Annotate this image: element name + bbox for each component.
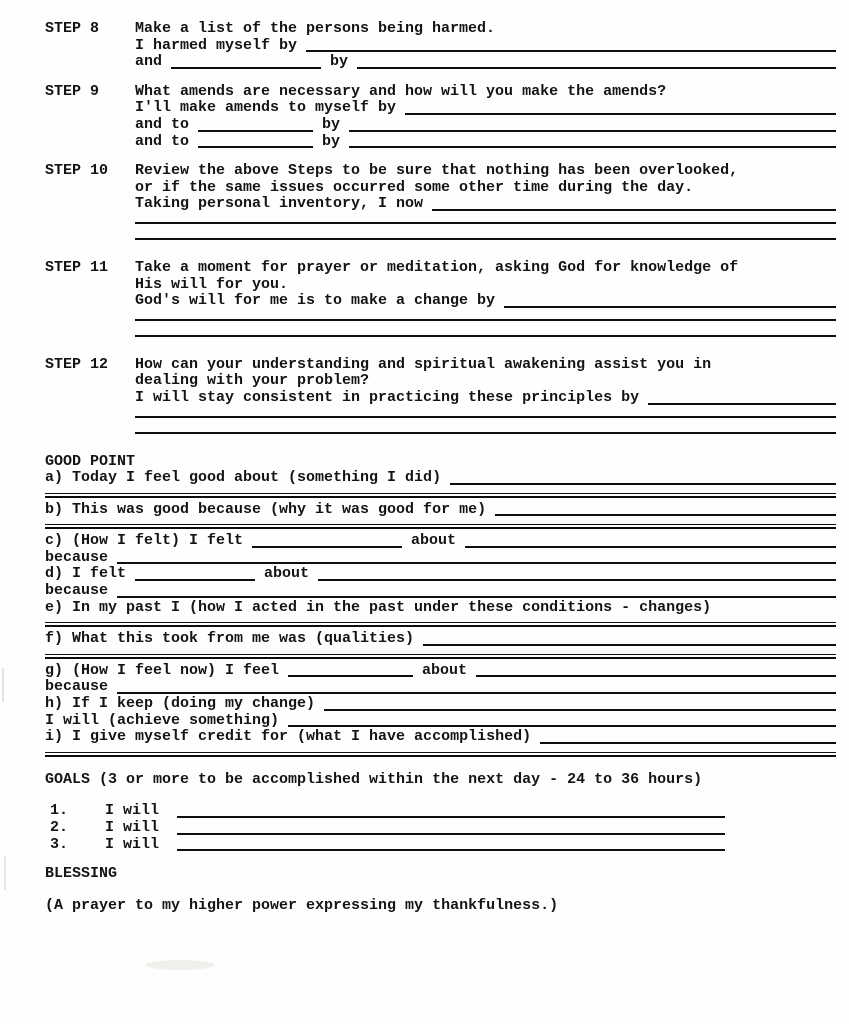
gp-a-blank[interactable] [450,481,836,485]
gp-a-label: a) Today I feel good about (something I did) [45,469,442,487]
step-9-andto-label-1: and to [135,115,190,133]
step9-andto-blank-2[interactable] [198,144,313,148]
step-8-label: STEP 8 [45,20,100,37]
goal-3-number: 3. [50,835,69,853]
gp-h-iwill-blank[interactable] [288,723,836,727]
step-9-andto-label-2: and to [135,132,190,150]
gp-c-because-label: because [45,548,109,566]
gp-d-label: d) I felt [45,565,127,583]
gp-h-blank[interactable] [324,707,836,711]
goal-1-number: 1. [50,802,69,820]
gp-b-blank[interactable] [495,512,836,516]
gp-c-because-blank[interactable] [117,560,836,564]
step-10-prompt-2: or if the same issues occurred some other time during the day. [135,178,694,196]
goal-1-label: I will [105,802,160,820]
goal-2-blank[interactable] [177,831,725,835]
step-8-fill-lead: I harmed myself by [135,36,298,54]
gp-d-about-label: about [264,565,310,583]
gp-g-because-label: because [45,678,109,696]
goal-3-blank[interactable] [177,847,725,851]
scan-artifact [4,856,6,890]
step8-by-blank[interactable] [357,65,836,69]
goal-3-label: I will [105,835,160,853]
step10-continuation-line-1[interactable] [135,222,836,224]
step9-andto-blank-1[interactable] [198,128,313,132]
step9-amends-myself-blank[interactable] [405,111,836,115]
gp-c-about-label: about [411,532,457,550]
step12-continuation-line-1[interactable] [135,416,836,418]
good-point-heading: GOOD POINT [45,452,136,470]
blessing-heading: BLESSING [45,865,118,883]
step-12-prompt-2: dealing with your problem? [135,372,370,390]
step12-continuation-line-2[interactable] [135,432,836,434]
step-9-label: STEP 9 [45,82,100,100]
step-8-by-label: by [330,53,349,71]
goal-2-number: 2. [50,819,69,836]
step10-inventory-blank[interactable] [432,207,836,211]
step-12-section [45,357,836,434]
goal-row-2 [50,820,836,837]
step-12-label: STEP 12 [45,355,109,373]
gp-a-writing-line[interactable] [45,493,836,498]
goal-row-1 [50,803,836,820]
blessing-note: (A prayer to my higher power expressing my thankfulness.) [45,896,559,914]
step-11-section [45,260,836,337]
step10-continuation-line-2[interactable] [135,238,836,240]
step8-harmed-by-blank[interactable] [306,48,836,52]
step12-principles-blank[interactable] [648,401,836,405]
scan-artifact [145,960,215,970]
step-9-prompt: What amends are necessary and how will you make the amends? [135,82,667,100]
scan-artifact [2,668,4,702]
gp-e-label: e) In my past I (how I acted in the past under these conditions - changes) [45,598,712,616]
step-8-and-label: and [135,53,163,71]
gp-d-because-label: because [45,582,109,600]
gp-g-about-blank[interactable] [476,673,836,677]
step-10-fill-lead: Taking personal inventory, I now [135,195,424,213]
step-11-prompt-2: His will for you. [135,275,289,293]
step-9-by-label-1: by [322,115,341,133]
gp-h-label: h) If I keep (doing my change) [45,695,316,713]
step-9-fill-lead: I'll make amends to myself by [135,99,397,117]
step9-by-blank-1[interactable] [349,128,836,132]
step-8-section [45,21,836,71]
gp-i-blank[interactable] [540,740,836,744]
gp-c-about-blank[interactable] [465,544,836,548]
gp-f-blank[interactable] [423,642,836,646]
step9-by-blank-2[interactable] [349,144,836,148]
step-11-prompt-1: Take a moment for prayer or meditation, asking God for knowledge of [135,258,739,276]
gp-d-felt-blank[interactable] [135,577,255,581]
step-10-label: STEP 10 [45,162,109,180]
goal-row-3 [50,837,836,854]
gp-f-writing-line[interactable] [45,654,836,659]
gp-f-label: f) What this took from me was (qualities) [45,630,415,648]
goal-1-blank[interactable] [177,814,725,818]
gp-g-about-label: about [422,661,468,679]
step-8-prompt: Make a list of the persons being harmed. [135,20,496,37]
step8-and-blank[interactable] [171,65,321,69]
step-12-prompt-1: How can your understanding and spiritual awakening assist you in [135,355,712,373]
step-9-by-label-2: by [322,132,341,150]
goals-heading: GOALS (3 or more to be accomplished within the next day - 24 to 36 hours) [45,770,703,788]
goal-2-label: I will [105,819,160,836]
blessing-section [45,866,836,914]
gp-i-writing-line[interactable] [45,752,836,757]
gp-g-feel-blank[interactable] [288,673,413,677]
good-point-section [45,454,836,757]
step-11-fill-lead: God's will for me is to make a change by [135,292,496,310]
step-11-label: STEP 11 [45,258,109,276]
step-12-fill-lead: I will stay consistent in practicing these principles by [135,388,640,406]
gp-e-writing-line[interactable] [45,622,836,627]
gp-g-label: g) (How I feel now) I feel [45,661,280,679]
gp-i-label: i) I give myself credit for (what I have accomplished) [45,728,532,746]
gp-b-label: b) This was good because (why it was good for me) [45,500,487,518]
gp-d-about-blank[interactable] [318,577,836,581]
goals-section [45,772,836,853]
gp-h-iwill-label: I will (achieve something) [45,711,280,729]
gp-g-because-blank[interactable] [117,690,836,694]
step-10-section [45,163,836,240]
step-9-section [45,84,836,150]
step11-continuation-line-1[interactable] [135,319,836,321]
gp-d-because-blank[interactable] [117,594,836,598]
gp-b-writing-line[interactable] [45,524,836,529]
gp-c-felt-blank[interactable] [252,544,402,548]
step-10-prompt-1: Review the above Steps to be sure that nothing has been overlooked, [135,162,739,180]
gp-c-label: c) (How I felt) I felt [45,532,244,550]
step11-gods-will-blank[interactable] [504,304,836,308]
step11-continuation-line-2[interactable] [135,335,836,337]
